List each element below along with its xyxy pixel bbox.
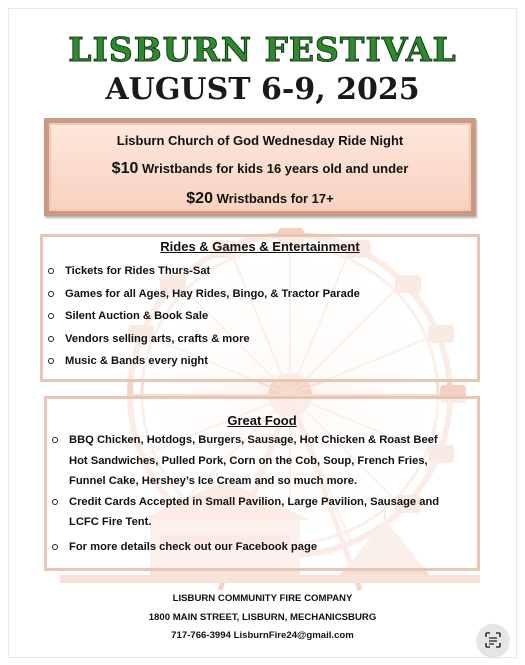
food-menu-line: Funnel Cake, Hershey’s Ice Cream and so much more. <box>69 475 358 487</box>
food-menu-line: BBQ Chicken, Hotdogs, Burgers, Sausage, Hot Chicken & Roast Beef <box>69 434 438 446</box>
list-item <box>47 537 477 558</box>
bullet-icon <box>48 358 54 364</box>
bullet-icon <box>52 544 58 550</box>
payment-line: Credit Cards Accepted in Small Pavilion, Large Pavilion, Sausage and <box>69 495 440 508</box>
list-item <box>43 305 477 328</box>
scan-text-icon <box>484 631 502 649</box>
contact-info: 717-766-3994 LisburnFire24@gmail.com <box>171 630 354 641</box>
food-menu-line: Hot Sandwiches, Pulled Pork, Corn on the Cob, Soup, French Fries, <box>69 454 428 467</box>
org-name: LISBURN COMMUNITY FIRE COMPANY <box>172 593 353 604</box>
list-item-text: Silent Auction & Book Sale <box>65 310 209 322</box>
ride-night-heading: Lisburn Church of God Wednesday Ride Night <box>116 133 404 148</box>
facebook-line: For more details check out our Facebook page <box>69 540 318 553</box>
food-section-title: Great Food <box>227 413 297 428</box>
list-item-continued <box>47 471 477 492</box>
list-item-continued <box>47 512 477 533</box>
bullet-icon <box>48 268 54 274</box>
payment-line: LCFC Fire Tent. <box>69 516 152 528</box>
wristband-adults-line <box>49 190 471 208</box>
ride-night-box <box>44 118 476 216</box>
list-item <box>47 430 477 451</box>
list-item-text: Games for all Ages, Hay Rides, Bingo, & Tractor Parade <box>65 287 360 300</box>
list-item <box>47 492 477 513</box>
rides-section <box>40 234 480 382</box>
list-item <box>43 260 477 283</box>
bullet-icon <box>48 313 54 319</box>
bullet-icon <box>48 291 54 297</box>
list-item <box>43 283 477 306</box>
food-section <box>44 396 480 571</box>
food-list <box>47 430 477 557</box>
bullet-icon <box>48 336 54 342</box>
rides-list <box>43 260 477 373</box>
wristband-kids-text: Wristbands for kids 16 years old and under <box>138 161 409 176</box>
list-item-text: Vendors selling arts, crafts & more <box>65 332 250 345</box>
list-item <box>43 328 477 351</box>
bullet-icon <box>52 499 58 505</box>
bullet-icon <box>52 437 58 443</box>
address: 1800 MAIN STREET, LISBURN, MECHANICSBURG <box>148 611 377 623</box>
festival-dates: AUGUST 6-9, 2025 <box>105 72 420 107</box>
scan-text-button[interactable] <box>477 624 509 656</box>
price-kids: $10 <box>111 160 139 177</box>
list-item-text: Music & Bands every night <box>65 355 208 367</box>
wristband-adults-text: Wristbands for 17+ <box>212 191 334 206</box>
list-item-text: Tickets for Rides Thurs-Sat <box>65 265 211 277</box>
price-adults: $20 <box>186 190 213 207</box>
wristband-kids-line <box>49 160 471 178</box>
list-item-continued <box>47 451 477 472</box>
festival-title: LISBURN FESTIVAL <box>68 30 457 69</box>
rides-section-title: Rides & Games & Entertainment <box>160 239 360 254</box>
contact-footer <box>0 590 525 646</box>
list-item <box>43 350 477 373</box>
